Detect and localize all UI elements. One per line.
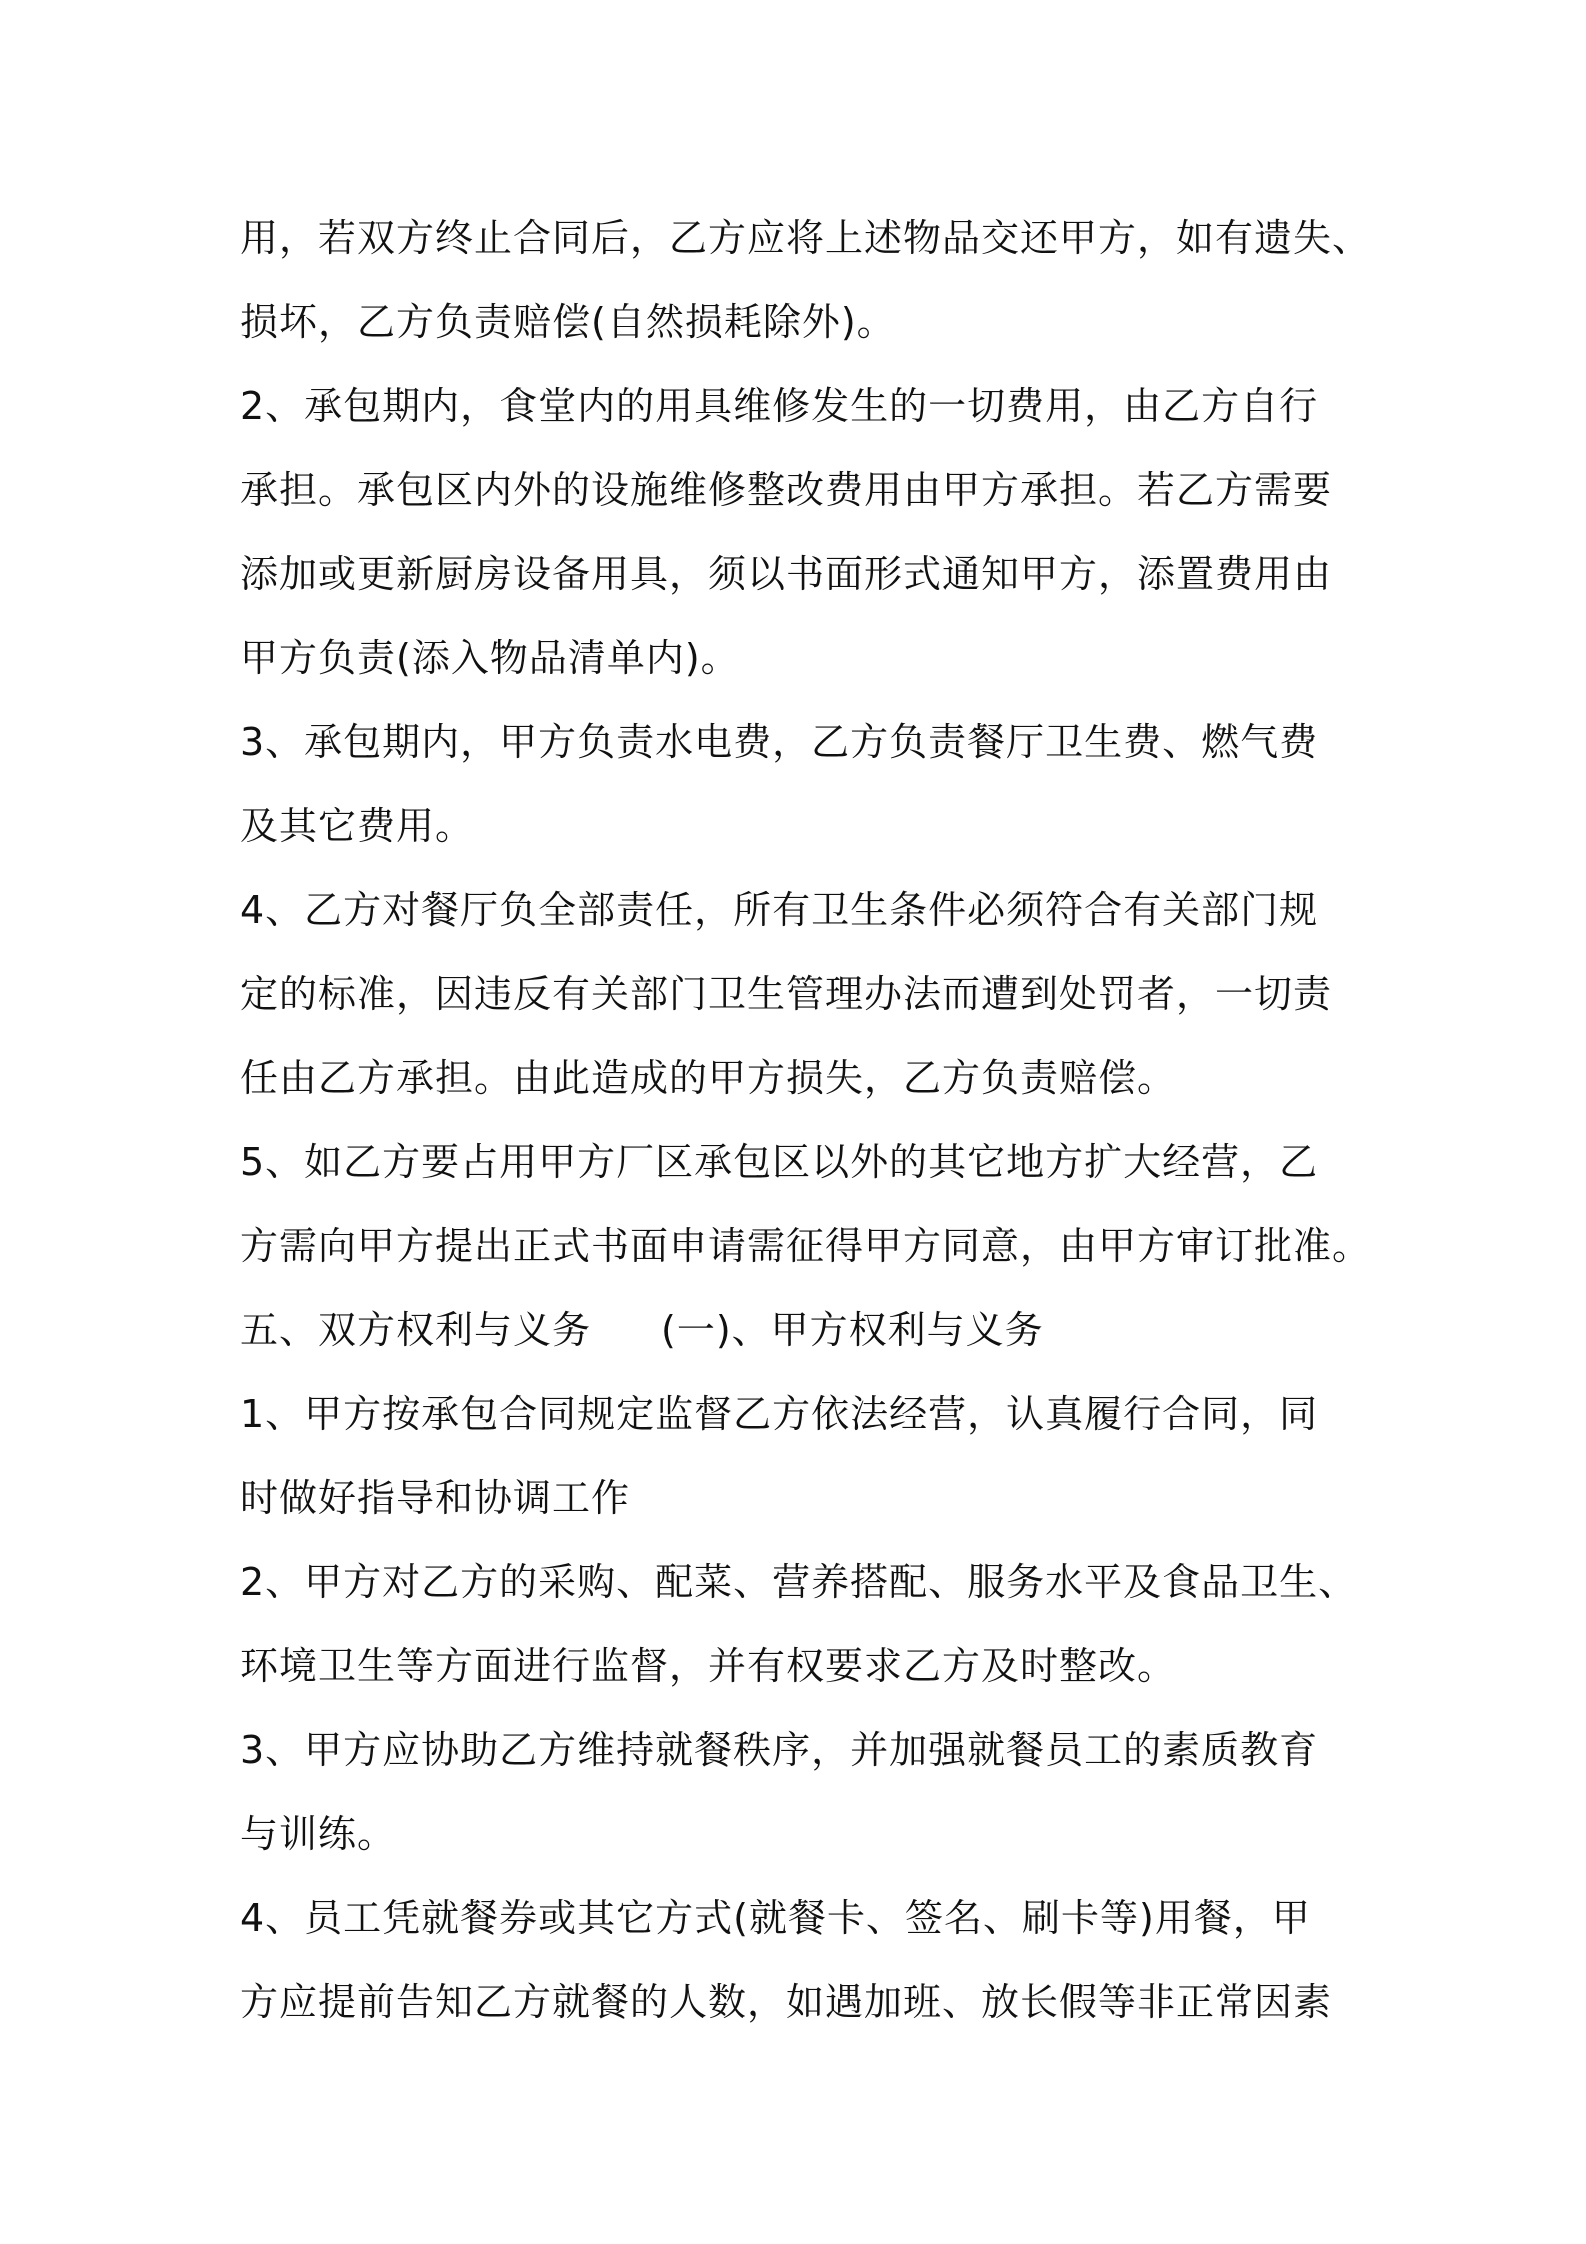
text-line: 用，若双方终止合同后，乙方应将上述物品交还甲方，如有遗失、 <box>240 216 1372 260</box>
text-line: 方应提前告知乙方就餐的人数，如遇加班、放长假等非正常因素 <box>240 1980 1333 2024</box>
section-heading-right: (一)、甲方权利与义务 <box>661 1308 1044 1352</box>
text-line: 3、承包期内，甲方负责水电费，乙方负责餐厅卫生费、燃气费 <box>240 720 1319 764</box>
section-heading <box>240 1288 1370 1372</box>
text-line: 损坏，乙方负责赔偿(自然损耗除外)。 <box>240 300 896 344</box>
text-line: 3、甲方应协助乙方维持就餐秩序，并加强就餐员工的素质教育 <box>240 1728 1319 1772</box>
text-line: 定的标准，因违反有关部门卫生管理办法而遭到处罚者，一切责 <box>240 972 1333 1016</box>
text-line: 1、甲方按承包合同规定监督乙方依法经营，认真履行合同，同 <box>240 1392 1319 1436</box>
text-line: 时做好指导和协调工作 <box>240 1476 631 1520</box>
text-line: 添加或更新厨房设备用具，须以书面形式通知甲方，添置费用由 <box>240 552 1333 596</box>
text-line: 承担。承包区内外的设施维修整改费用由甲方承担。若乙方需要 <box>240 468 1333 512</box>
text-line: 方需向甲方提出正式书面申请需征得甲方同意，由甲方审订批准。 <box>240 1224 1372 1268</box>
text-line: 5、如乙方要占用甲方厂区承包区以外的其它地方扩大经营，乙 <box>240 1140 1319 1184</box>
text-line: 环境卫生等方面进行监督，并有权要求乙方及时整改。 <box>240 1644 1177 1688</box>
text-line: 4、乙方对餐厅负全部责任，所有卫生条件必须符合有关部门规 <box>240 888 1319 932</box>
text-line: 任由乙方承担。由此造成的甲方损失，乙方负责赔偿。 <box>240 1056 1177 1100</box>
text-line: 2、承包期内，食堂内的用具维修发生的一切费用，由乙方自行 <box>240 384 1319 428</box>
section-heading-left: 五、双方权利与义务 <box>240 1308 592 1352</box>
text-line: 4、员工凭就餐券或其它方式(就餐卡、签名、刷卡等)用餐，甲 <box>240 1896 1311 1940</box>
text-line: 及其它费用。 <box>240 804 475 848</box>
document-body <box>240 196 1370 2044</box>
text-line: 2、甲方对乙方的采购、配菜、营养搭配、服务水平及食品卫生、 <box>240 1560 1358 1604</box>
text-line: 甲方负责(添入物品清单内)。 <box>240 636 740 680</box>
text-line: 与训练。 <box>240 1812 397 1856</box>
